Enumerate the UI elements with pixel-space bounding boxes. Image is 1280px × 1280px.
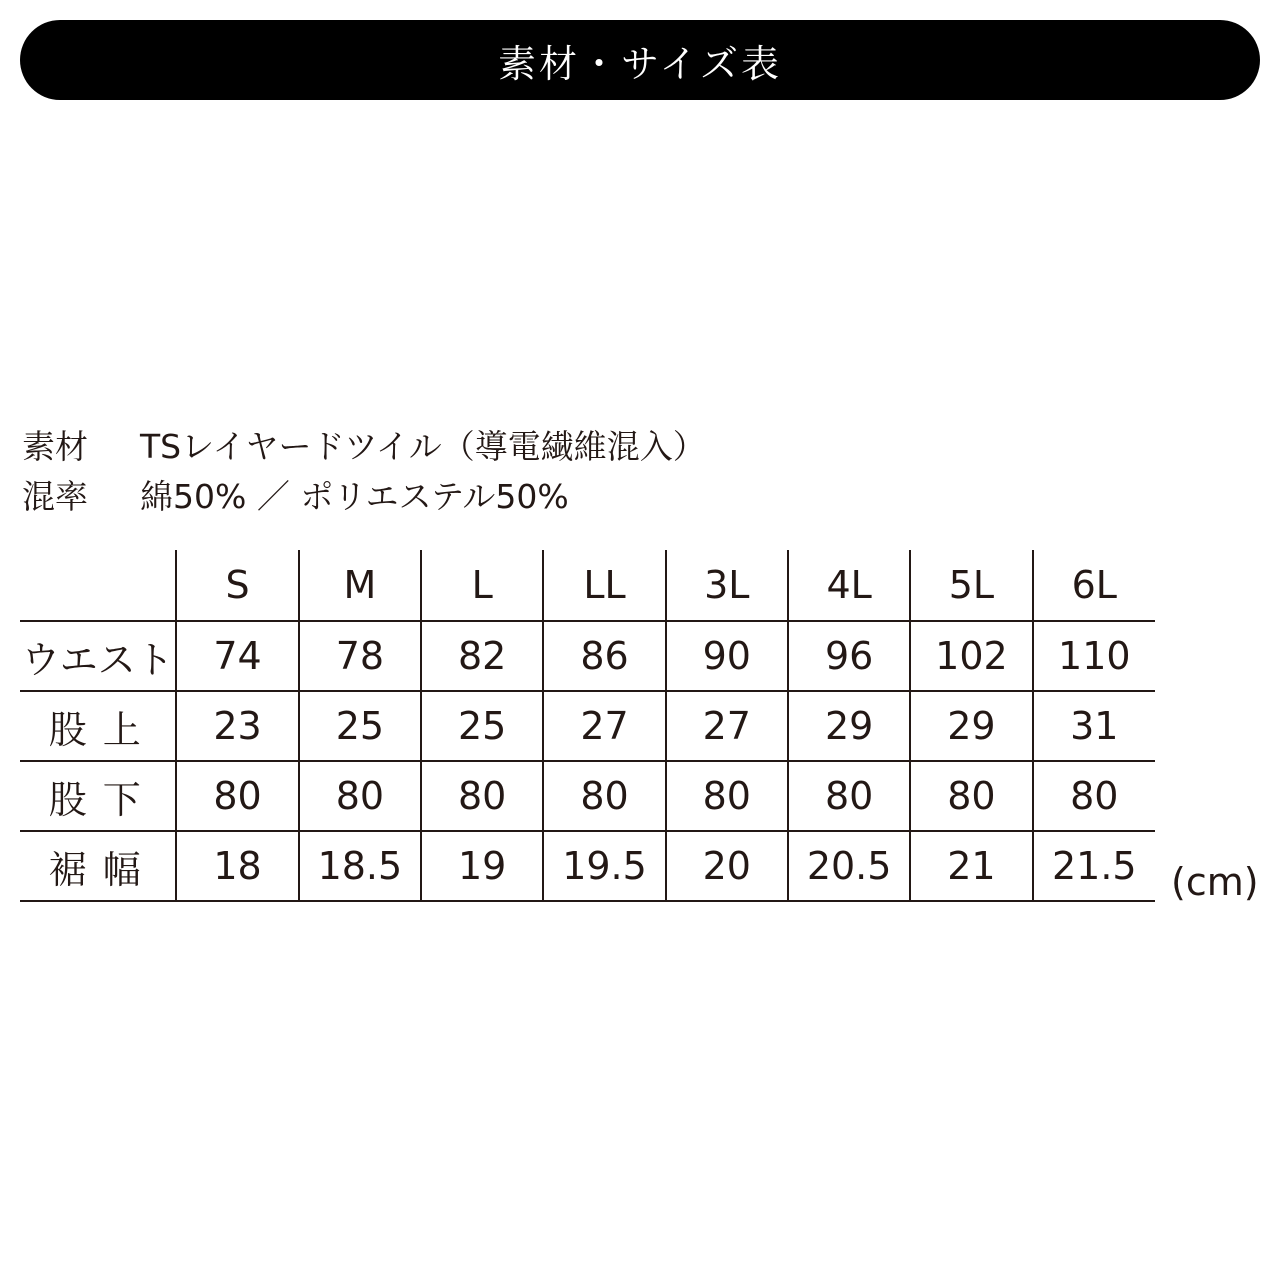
table-row-rise [20,691,1155,761]
table-cell: 27 [543,691,665,761]
table-cell: 86 [543,621,665,691]
table-cell: 96 [788,621,910,691]
row-label-rise: 股上 [20,691,176,761]
blend-label: 混率 [22,477,88,516]
table-cell: 80 [421,761,543,831]
table-cell: 110 [1033,621,1155,691]
table-cell: 80 [910,761,1032,831]
table-cell: 25 [299,691,421,761]
blend-value: 綿50% ／ ポリエステル50% [140,477,569,516]
table-row-waist [20,621,1155,691]
table-cell: 18 [176,831,298,901]
table-cell: 90 [666,621,788,691]
table-cell: 74 [176,621,298,691]
table-cell: 25 [421,691,543,761]
table-cell: 27 [666,691,788,761]
table-cell: 21 [910,831,1032,901]
table-cell: 29 [910,691,1032,761]
page-title: 素材・サイズ表 [498,41,782,86]
table-cell: 29 [788,691,910,761]
size-header: L [421,550,543,621]
size-header: 6L [1033,550,1155,621]
blend-row [22,472,706,522]
size-header: LL [543,550,665,621]
row-label-waist: ウエスト [20,621,176,691]
table-cell: 20 [666,831,788,901]
table-cell: 23 [176,691,298,761]
corner-cell [20,550,176,621]
size-header: 4L [788,550,910,621]
table-row-hem-width [20,831,1155,901]
material-label: 素材 [22,427,88,466]
table-row-inseam [20,761,1155,831]
table-cell: 80 [543,761,665,831]
size-header: S [176,550,298,621]
material-value: TSレイヤードツイル（導電繊維混入） [140,427,706,466]
size-table [20,550,1155,902]
table-cell: 21.5 [1033,831,1155,901]
table-cell: 18.5 [299,831,421,901]
row-label-inseam: 股下 [20,761,176,831]
table-cell: 20.5 [788,831,910,901]
size-header: 5L [910,550,1032,621]
spec-block [22,422,706,522]
table-cell: 78 [299,621,421,691]
table-cell: 80 [176,761,298,831]
size-header: 3L [666,550,788,621]
table-cell: 80 [666,761,788,831]
table-cell: 82 [421,621,543,691]
table-cell: 80 [299,761,421,831]
table-cell: 80 [788,761,910,831]
table-cell: 80 [1033,761,1155,831]
table-cell: 102 [910,621,1032,691]
size-header-row [20,550,1155,621]
table-cell: 31 [1033,691,1155,761]
table-cell: 19 [421,831,543,901]
title-bar [20,20,1260,100]
unit-label: (cm) [1171,860,1259,904]
size-header: M [299,550,421,621]
table-cell: 19.5 [543,831,665,901]
row-label-hem-width: 裾幅 [20,831,176,901]
material-row [22,422,706,472]
